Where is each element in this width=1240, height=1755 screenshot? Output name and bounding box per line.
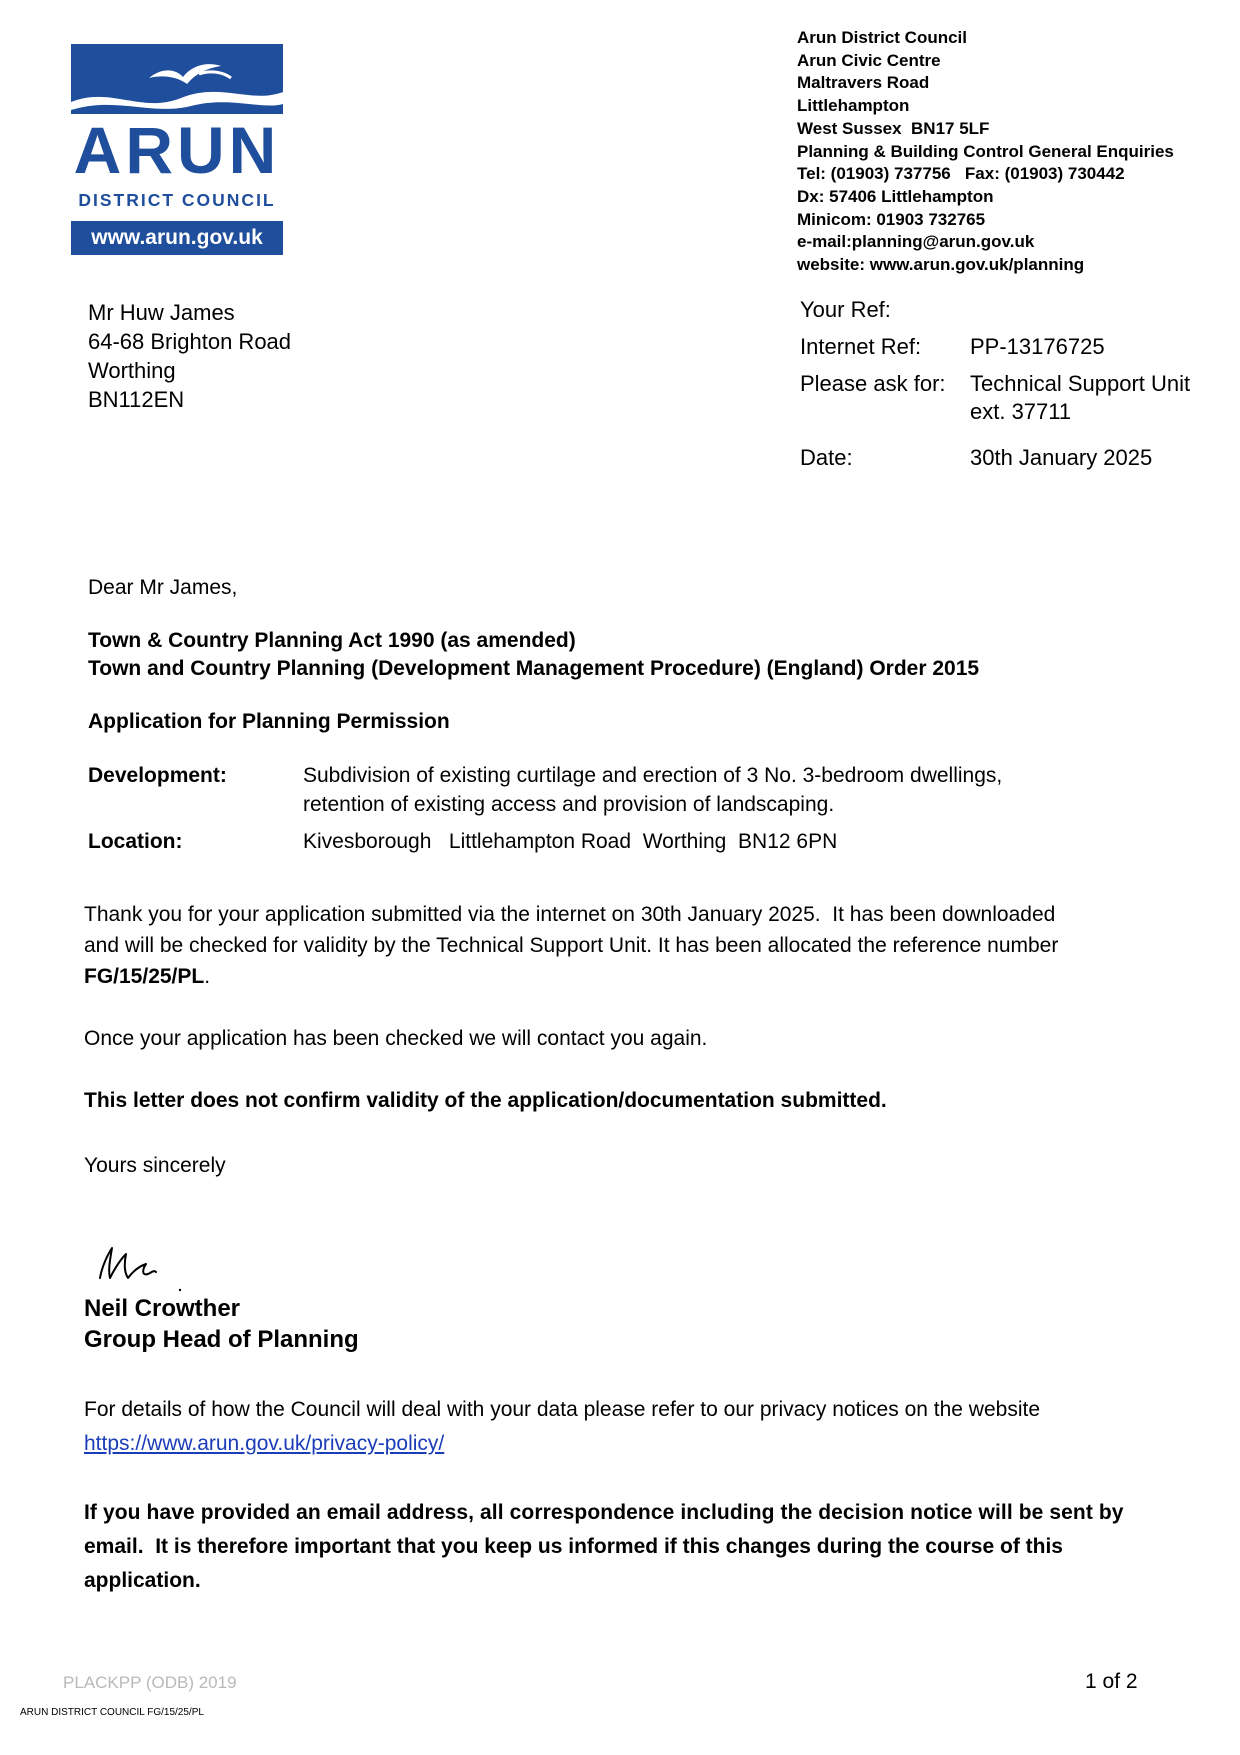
salutation: Dear Mr James, [88, 576, 238, 599]
signatory-title: Group Head of Planning [84, 1326, 359, 1353]
date-value: 30th January 2025 [970, 445, 1153, 470]
address-line: Tel: (01903) 737756 Fax: (01903) 730442 [797, 164, 1125, 184]
address-line: Planning & Building Control General Enquiries [797, 141, 1174, 161]
logo-subtitle: DISTRICT COUNCIL [78, 190, 276, 210]
form-code: PLACKPP (ODB) 2019 [63, 1673, 237, 1692]
seagull-wave-icon [71, 44, 283, 114]
reference-line: FG/15/25/PL. [84, 965, 211, 988]
recipient-line: Mr Huw James [88, 300, 235, 325]
location-value: Kivesborough Littlehampton Road Worthing BN12 6PN [303, 830, 838, 853]
signatory-name: Neil Crowther [84, 1295, 241, 1322]
recipient-line: BN112EN [88, 387, 185, 412]
your-ref-label: Your Ref: [800, 297, 891, 322]
email-notice-line: If you have provided an email address, all correspondence including the decision notice will be sent by [84, 1501, 1124, 1524]
location-label: Location: [88, 830, 183, 853]
logo-wordmark: ARUN [73, 113, 281, 187]
address-line: Arun District Council [797, 28, 968, 47]
address-line: Maltravers Road [797, 73, 930, 93]
address-line: Arun Civic Centre [797, 50, 941, 70]
signature-image [88, 1236, 198, 1296]
development-label: Development: [88, 764, 227, 787]
act-heading: Town & Country Planning Act 1990 (as amended) [88, 629, 576, 652]
body-paragraph-line: Thank you for your application submitted via the internet on 30th January 2025. It has been downloaded [84, 903, 1056, 926]
address-line: Minicom: 01903 732765 [797, 209, 986, 229]
validity-notice: This letter does not confirm validity of the application/documentation submitted. [84, 1089, 887, 1112]
ask-for-value: Technical Support Unit [970, 371, 1191, 396]
address-line: Littlehampton [797, 96, 910, 116]
ask-for-label: Please ask for: [800, 371, 946, 396]
address-line: West Sussex BN17 5LF [797, 118, 990, 138]
footer-reference: ARUN DISTRICT COUNCIL FG/15/25/PL [20, 1707, 204, 1718]
development-line: retention of existing access and provision of landscaping. [303, 793, 835, 816]
arun-logo [71, 44, 283, 257]
address-line: website: www.arun.gov.uk/planning [797, 255, 1085, 275]
ask-for-extension: ext. 37711 [970, 399, 1072, 424]
internet-ref-label: Internet Ref: [800, 334, 922, 359]
page-number: 1 of 2 [1085, 1670, 1138, 1693]
email-notice-line: application. [84, 1569, 201, 1592]
date-label: Date: [800, 445, 853, 470]
recipient-address [88, 298, 291, 414]
logo-website: www.arun.gov.uk [71, 221, 283, 255]
recipient-line: 64-68 Brighton Road [88, 329, 292, 354]
body-paragraph: Once your application has been checked we will contact you again. [84, 1027, 708, 1050]
internet-ref-value: PP-13176725 [970, 334, 1105, 359]
closing: Yours sincerely [84, 1154, 226, 1177]
privacy-link-line [84, 1428, 1184, 1459]
email-notice-line: email. It is therefore important that you keep us informed if this changes during the course of this [84, 1535, 1063, 1558]
application-heading: Application for Planning Permission [88, 710, 450, 733]
address-line: Dx: 57406 Littlehampton [797, 186, 994, 206]
application-reference: FG/15/25/PL [84, 965, 205, 988]
recipient-line: Worthing [88, 358, 176, 383]
council-address [797, 27, 1227, 277]
body-paragraph-line: and will be checked for validity by the Technical Support Unit. It has been allocated the reference number [84, 934, 1059, 957]
order-heading: Town and Country Planning (Development Management Procedure) (England) Order 2015 [88, 657, 980, 680]
privacy-policy-link[interactable]: https://www.arun.gov.uk/privacy-policy/ [84, 1432, 445, 1455]
address-line: e-mail:planning@arun.gov.uk [797, 232, 1035, 252]
privacy-text: For details of how the Council will deal with your data please refer to our privacy notices on the website [84, 1398, 1040, 1421]
development-line: Subdivision of existing curtilage and erection of 3 No. 3-bedroom dwellings, [303, 764, 1003, 787]
